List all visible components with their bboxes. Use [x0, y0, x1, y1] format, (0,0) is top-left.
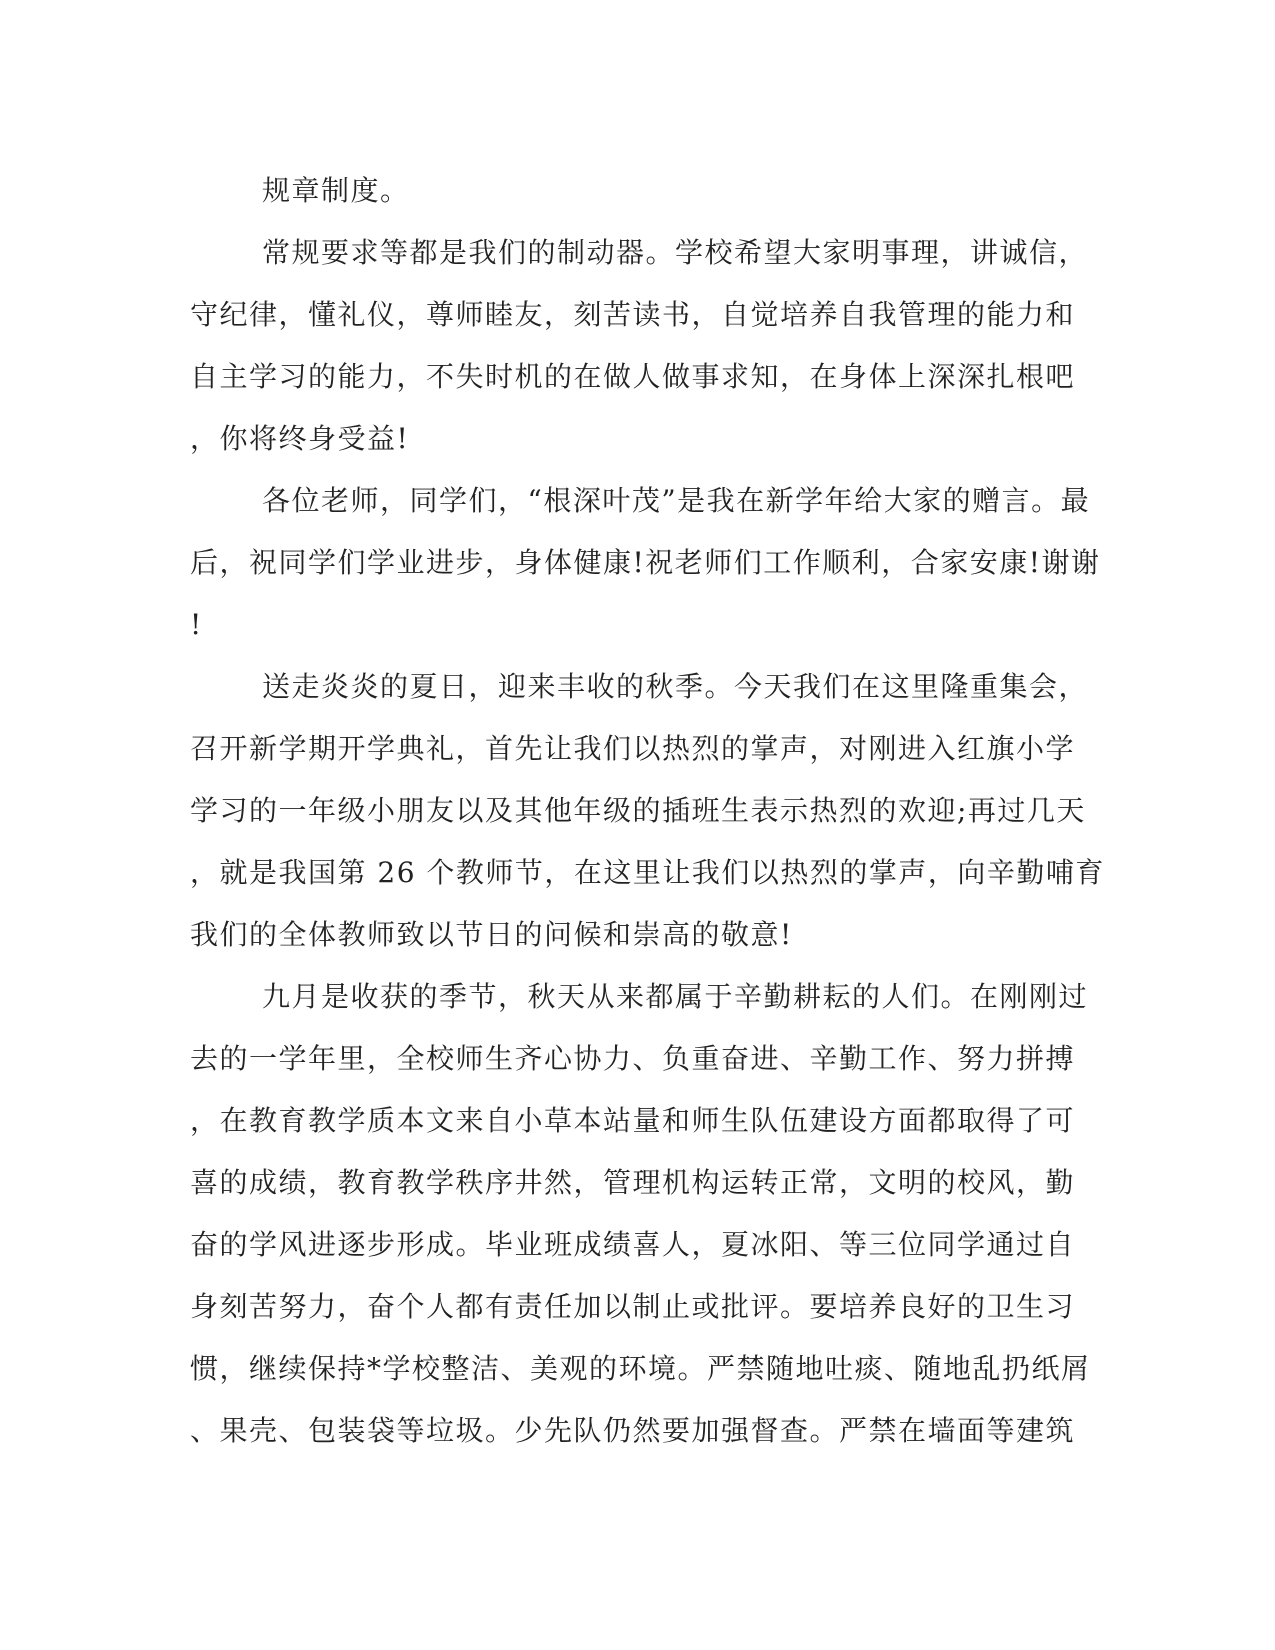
text-line: 奋的学风进逐步形成。毕业班成绩喜人，夏冰阳、等三位同学通过自 [190, 1228, 1076, 1261]
text-line: 守纪律，懂礼仪，尊师睦友，刻苦读书，自觉培养自我管理的能力和 [190, 298, 1076, 331]
text-line: ! [190, 608, 203, 641]
text-line: 九月是收获的季节，秋天从来都属于辛勤耕耘的人们。在刚刚过 [262, 980, 1089, 1013]
text-line: 后，祝同学们学业进步，身体健康!祝老师们工作顺利，合家安康!谢谢 [190, 546, 1101, 579]
text-line: ，你将终身受益! [190, 422, 410, 455]
text-line: 身刻苦努力，奋个人都有责任加以制止或批评。要培养良好的卫生习 [190, 1290, 1076, 1323]
text-line: 学习的一年级小朋友以及其他年级的插班生表示热烈的欢迎;再过几天 [190, 794, 1086, 827]
text-line: 、果壳、包装袋等垃圾。少先队仍然要加强督查。严禁在墙面等建筑 [190, 1414, 1076, 1447]
text-line: 喜的成绩，教育教学秩序井然，管理机构运转正常，文明的校风，勤 [190, 1166, 1076, 1199]
text-line: 自主学习的能力，不失时机的在做人做事求知，在身体上深深扎根吧 [190, 360, 1076, 393]
body-text [190, 160, 1105, 1462]
text-line: 去的一学年里，全校师生齐心协力、负重奋进、辛勤工作、努力拼搏 [190, 1042, 1076, 1075]
text-line: 我们的全体教师致以节日的问候和崇高的敬意! [190, 918, 793, 951]
text-line: 惯，继续保持*学校整洁、美观的环境。严禁随地吐痰、随地乱扔纸屑 [190, 1352, 1091, 1385]
text-line: 召开新学期开学典礼，首先让我们以热烈的掌声，对刚进入红旗小学 [190, 732, 1076, 765]
text-line: ，在教育教学质本文来自小草本站量和师生队伍建设方面都取得了可 [190, 1104, 1076, 1137]
text-line: ，就是我国第 26 个教师节，在这里让我们以热烈的掌声，向辛勤哺育 [190, 856, 1105, 889]
text-line: 各位老师，同学们，“根深叶茂”是我在新学年给大家的赠言。最 [262, 484, 1091, 517]
text-line: 常规要求等都是我们的制动器。学校希望大家明事理，讲诚信， [262, 236, 1089, 269]
text-line: 送走炎炎的夏日，迎来丰收的秋季。今天我们在这里隆重集会， [262, 670, 1089, 703]
text-line: 规章制度。 [262, 174, 410, 207]
